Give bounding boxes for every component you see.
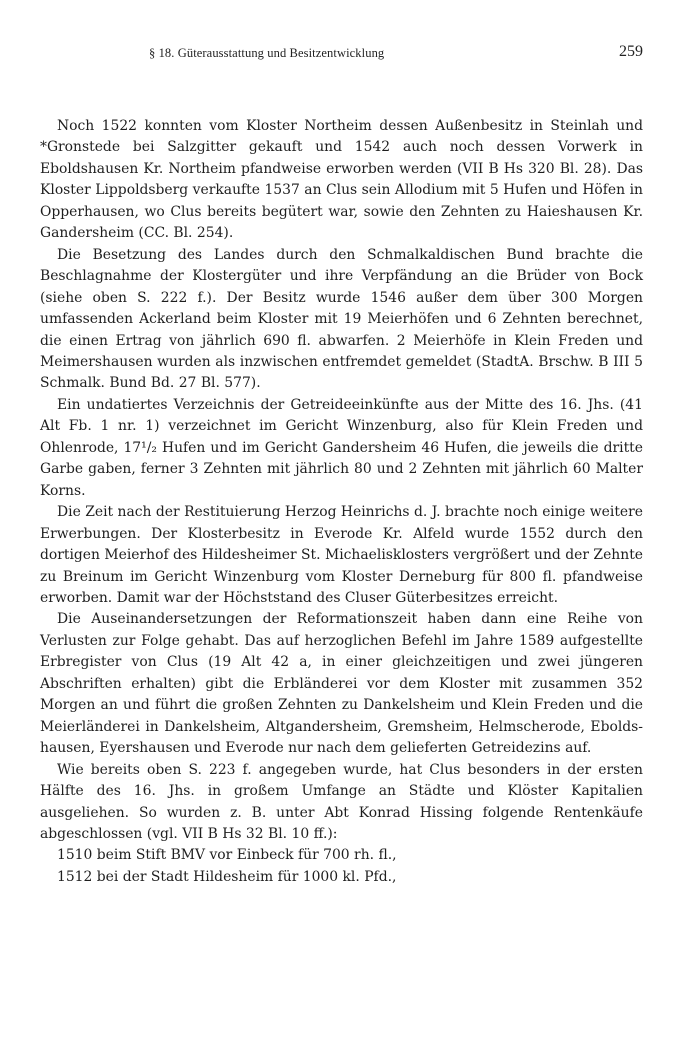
running-head: § 18. Güterausstattung und Besitzentwicklung [149, 46, 385, 60]
paragraph: Ein undatiertes Verzeichnis der Getreideeinkünfte aus der Mitte des 16. Jhs. (41 Alt Fb. 1 nr. 1) verzeichnet im Gericht Winzenburg, also für Klein Freden und Ohlenrode, 17¹/₂ Hufen und im Gericht Gandersheim 46 Hufen, die jeweils die dritte Garbe gaben, ferner 3 Zehnten mit jährlich 80 und 2 Zehnten mit jährlich 60 Malter Korns. [40, 396, 643, 499]
rent-entry: 1512 bei der Stadt Hildesheim für 1000 kl. Pfd., [57, 868, 397, 885]
page-number: 259 [619, 43, 643, 60]
body-text [40, 116, 643, 888]
page-header [40, 36, 643, 66]
rent-entry: 1510 beim Stift BMV vor Einbeck für 700 rh. fl., [57, 847, 397, 864]
book-page [40, 36, 643, 888]
paragraph: Noch 1522 konnten vom Kloster Northeim dessen Außenbesitz in Steinlah und *Gronstede bei Salzgitter gekauft und 1542 auch noch dessen Vorwerk in Eboldshausen Kr. Northeim pfandweise erworben werden (VII B Hs 320 Bl. 28). Das Kloster Lippoldsberg verkaufte 1537 an Clus sein Allodium mit 5 Hufen und Höfen in Opperhausen, wo Clus bereits begütert war, sowie den Zehnten zu Haieshausen Kr. Gandersheim (CC. Bl. 254). [40, 118, 643, 242]
paragraph: Die Besetzung des Landes durch den Schmalkaldischen Bund brachte die Beschlagnahme der Klostergüter und ihre Verpfändung an die Brüder von Bock (siehe oben S. 222 f.). Der Besitz wurde 1546 außer dem über 300 Morgen umfassenden Ackerland beim Kloster mit 19 Meierhöfen und 6 Zehnten berechnet, die einen Ertrag von jährlich 690 fl. abwarfen. 2 Meierhöfe in Klein Freden und Meimershausen wurden als inzwischen entfremdet gemeldet (StadtA. Brschw. B III 5 Schmalk. Bund Bd. 27 Bl. 577). [40, 246, 643, 392]
paragraph: Die Auseinandersetzungen der Reformationszeit haben dann eine Reihe von Verlusten zur Folge gehabt. Das auf herzoglichen Befehl im Jahre 1589 aufgestellte Erbregister von Clus (19 Alt 42 a, in einer gleichzeitigen und zwei jüngeren Abschriften erhalten) gibt die Erbländerei vor dem Kloster mit zusammen 352 Morgen an und führt die großen Zehnten zu Dankelsheim und Klein Freden und die Meierländerei in Dankelsheim, Altgandersheim, Gremsheim, Helmscherode, Eboldshausen, Eyershausen und Everode nur nach dem gelieferten Getreidezins auf. [40, 611, 643, 757]
paragraph: Die Zeit nach der Restituierung Herzog Heinrichs d. J. brachte noch einige weitere Erwerbungen. Der Klosterbesitz in Everode Kr. Alfeld wurde 1552 durch den dortigen Meierhof des Hildesheimer St. Michaelisklosters vergrößert und der Zehnte zu Breinum im Gericht Winzenburg vom Kloster Derneburg für 800 fl. pfandweise erworben. Damit war der Höchststand des Cluser Güterbesitzes erreicht. [40, 504, 644, 606]
paragraph: Wie bereits oben S. 223 f. angegeben wurde, hat Clus besonders in der ersten Hälfte des 16. Jhs. in großem Umfange an Städte und Klöster Kapitalien ausgeliehen. So wurden z. B. unter Abt Konrad Hissing folgende Rentenkäufe abgeschlossen (vgl. VII B Hs 32 Bl. 10 ff.): [40, 761, 643, 842]
